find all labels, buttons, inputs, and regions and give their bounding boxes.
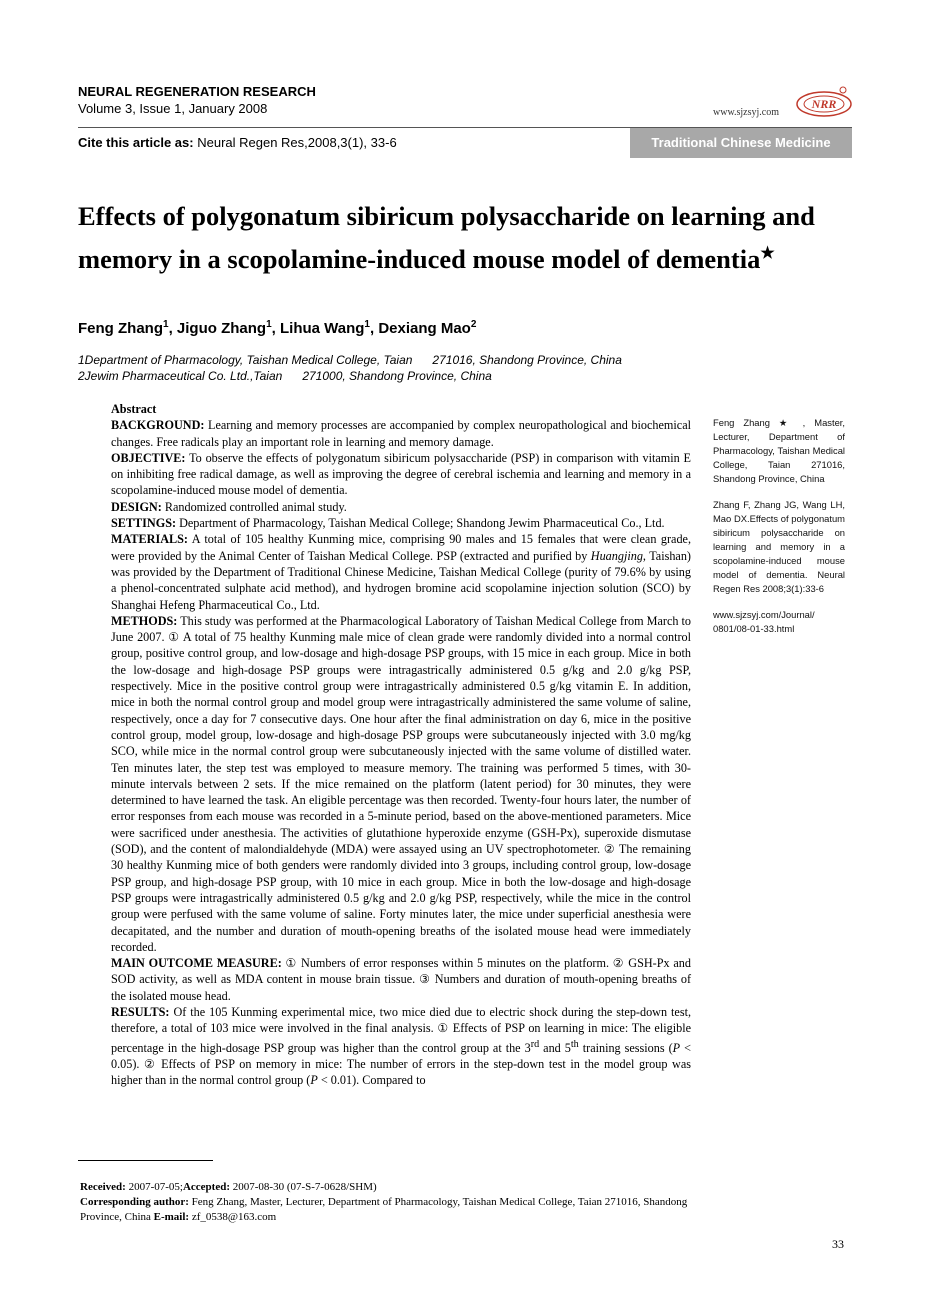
- footnotes: [80, 1180, 700, 1225]
- section-label: MATERIALS:: [111, 532, 188, 547]
- section-text: A total of 105 healthy Kunming mice, comprising 90 males and 15 females that were clean grade, were provided by the Animal Center of Taishan Medical College. PSP (extracted and purified by: [111, 532, 691, 563]
- ordinal-suffix: th: [570, 1038, 579, 1050]
- abstract-heading: Abstract: [111, 402, 157, 416]
- section-text: Randomized controlled animal study.: [161, 499, 347, 514]
- section-text: Department of Pharmacology, Taishan Medical College; Shandong Jewim Pharmaceutical Co., Ltd.: [176, 516, 665, 531]
- author-name: Lihua Wang: [279, 320, 365, 337]
- section-text: Learning and memory processes are accompanied by complex neuropathological and biochemical changes. Free radicals play an important role in learning and memory damage.: [111, 418, 691, 449]
- p-value-symbol: P: [672, 1040, 681, 1055]
- abstract: [111, 401, 691, 1089]
- email-label: E-mail:: [153, 1211, 190, 1223]
- abstract-background: [111, 417, 691, 450]
- section-label: METHODS:: [111, 613, 178, 628]
- abstract-methods: [111, 613, 691, 955]
- sidebar-author-info: Feng Zhang ★ , Master, Lecturer, Department of Pharmacology, Taishan Medical College, Taian 271016, Shandong Province, China: [713, 417, 845, 484]
- section-text: < 0.01). Compared to: [317, 1073, 426, 1088]
- sidebar-notes: [713, 416, 845, 648]
- author-separator: ,: [369, 320, 379, 337]
- section-text: This study was performed at the Pharmacological Laboratory of Taishan Medical College from March to June 2007. ① A total of 75 healthy Kunming male mice of clean grade were randomly divided into a normal control group, positive control group, and low-dosage and high-dosage PSP groups, with 15 mice in each group. Mice in both the low-dosage and high-dosage PSP groups were intragastrically administered 0.5 g/kg and 2.0 g/kg PSP, respectively. Mice in the positive control group were intragastrically administered 0.5 g/kg vitamin E. In addition, mice in both the normal control group and model group were intragastrically administered the same volume of saline, respectively, once a day for 7 consecutive days. One hour after the final administration on day 6, mice in the positive control group, model group, low-dosage and high-dosage PSP groups were subcutaneously injected with 3.0 mg/kg SCO, while mice in the normal control group were subcutaneously injected with the same volume of distilled water. Ten minutes later, the step test was employed to measure memory. The training was performed 5 times, with 30-minute intervals between 2 sets. If the mice remained on the platform (latent period) for 30 minutes, they were determined to have learned the task. An eligible percentage was then recorded. Twenty-four hours later, the number of error responses from each mouse was recorded in a 5-minute period, based on the above-mentioned parameters. Mice were sacrificed under anesthesia. The activities of glutathione hyperoxide enzyme (GSH-Px), superoxide dismutase (SOD), and the content of malondialdehyde (MDA) were assayed using an UV spectrophotometer. ② The remaining 30 healthy Kunming mice of both genders were randomly divided into 3 groups, including control group, low-dosage PSP group, and high-dosage PSP group, with 10 mice in each group. Mice in both the low-dosage and high-dosage PSP groups were intragastrically administered 0.5 g/kg and 2.0 g/kg PSP, respectively, while the mice in the control group were perfused with the same volume of saline. Forty minutes later, the mice under superficial anesthesia were decapitated, and the number and duration of mouth-opening breaths of the isolated mouse head were immediately recorded.: [111, 613, 691, 954]
- abstract-objective: [111, 450, 691, 499]
- section-text: training sessions (: [578, 1040, 673, 1055]
- author-affiliation-mark: 2: [470, 319, 477, 330]
- author-separator: ,: [271, 320, 280, 337]
- abstract-settings: [111, 515, 691, 531]
- section-text: , Taishan) was provided by the Department of Traditional Chinese Medicine, Taishan Medical College (purity of 79.6% by using a phenol-concentrated sulphate acid method), and hydrogen bromine acid scopolamine injection solution (SCO) by Shanghai Hefeng Pharmaceutical Co., Ltd.: [111, 548, 691, 612]
- affiliation-1: 1Department of Pharmacology, Taishan Medical College, Taian 271016, Shandong Province, China: [78, 353, 622, 367]
- abstract-results: [111, 1004, 691, 1089]
- accepted-date: 2007-08-30 (07-S-7-0628/SHM): [230, 1181, 377, 1193]
- journal-logo: [795, 84, 853, 122]
- received-accepted-line: [80, 1180, 700, 1195]
- author-name: Jiguo Zhang: [176, 320, 267, 337]
- affiliation-2: 2Jewim Pharmaceutical Co. Ltd.,Taian 271000, Shandong Province, China: [78, 369, 492, 383]
- cite-label: Cite this article as:: [78, 135, 194, 150]
- ordinal-suffix: rd: [530, 1038, 540, 1050]
- section-text: and 5: [539, 1040, 571, 1055]
- article-title-text: Effects of polygonatum sibiricum polysaccharide on learning and memory in a scopolamine-induced mouse model of dementia: [78, 201, 815, 274]
- author-affiliation-mark: 1: [364, 319, 370, 330]
- corresponding-author-line: [80, 1195, 700, 1225]
- section-label: MAIN OUTCOME MEASURE:: [111, 956, 282, 971]
- author-affiliation-mark: 1: [163, 319, 169, 330]
- abstract-outcome: [111, 955, 691, 1004]
- section-badge: Traditional Chinese Medicine: [630, 128, 852, 158]
- author-separator: ,: [168, 320, 177, 337]
- section-label: SETTINGS:: [111, 516, 177, 531]
- page-number: 33: [832, 1237, 844, 1251]
- section-label: RESULTS:: [111, 1004, 170, 1019]
- section-label: BACKGROUND:: [111, 418, 205, 433]
- p-value-symbol: P: [310, 1073, 318, 1088]
- section-text: < 0.05). ② Effects of PSP on memory in mice: The number of errors in the step-down test in the model group was higher than in the normal control group (: [111, 1040, 691, 1088]
- section-text: ① Numbers of error responses within 5 minutes on the platform. ② GSH-Px and SOD activity, as well as MDA content in mouse brain tissue. ③ Numbers and duration of mouth-opening breaths of the isolated mouse head.: [111, 956, 691, 1003]
- received-label: Received:: [80, 1181, 126, 1193]
- corresponding-text: Feng Zhang, Master, Lecturer, Department of Pharmacology, Taishan Medical College, Taian 271016, Shandong Province, China: [80, 1196, 688, 1223]
- logo-text: NRR: [811, 97, 837, 111]
- abstract-materials: [111, 531, 691, 612]
- section-text-italic: Huangjing: [590, 548, 643, 563]
- sidebar-link[interactable]: www.sjzsyj.com/Journal/ 0801/08-01-33.html: [713, 609, 815, 634]
- cite-text: Neural Regen Res,2008,3(1), 33-6: [193, 135, 397, 150]
- section-label: DESIGN:: [111, 499, 162, 514]
- author-list: [78, 319, 476, 337]
- abstract-design: [111, 499, 691, 515]
- section-text: Of the 105 Kunming experimental mice, two mice died due to electric shock during the step-down test, therefore, a total of 103 mice were involved in the final analysis. ① Effects of PSP on learning in mice: The eligible percentage in the high-dosage PSP group was higher than the control group at the 3: [111, 1004, 691, 1055]
- author-affiliation-mark: 1: [266, 319, 272, 330]
- section-text: To observe the effects of polygonatum sibiricum polysaccharide (PSP) in comparison with vitamin E on inhibiting free radical damage, as well as improving the degree of cerebral ischemia and learning and memory in a scopolamine-induced mouse model of dementia.: [111, 450, 691, 498]
- journal-name: NEURAL REGENERATION RESEARCH: [78, 84, 316, 99]
- author-name: Dexiang Mao: [378, 320, 471, 337]
- title-star-icon: ★: [760, 245, 775, 262]
- section-label: OBJECTIVE:: [111, 450, 186, 465]
- journal-issue: Volume 3, Issue 1, January 2008: [78, 101, 268, 116]
- author-name: Feng Zhang: [78, 320, 163, 337]
- article-title: [78, 198, 818, 278]
- cite-line: [78, 135, 397, 150]
- received-date: 2007-07-05;: [125, 1181, 183, 1193]
- journal-url[interactable]: www.sjzsyj.com: [713, 107, 780, 118]
- corresponding-label: Corresponding author:: [80, 1196, 189, 1208]
- footnote-divider: [78, 1160, 213, 1161]
- accepted-label: Accepted:: [182, 1181, 230, 1193]
- sidebar-citation: Zhang F, Zhang JG, Wang LH, Mao DX.Effects of polygonatum sibiricum polysaccharide on learning and memory in a scopolamine-induced mouse model of dementia. Neural Regen Res 2008;3(1):33-6: [713, 499, 845, 594]
- email-address[interactable]: zf_0538@163.com: [189, 1211, 277, 1223]
